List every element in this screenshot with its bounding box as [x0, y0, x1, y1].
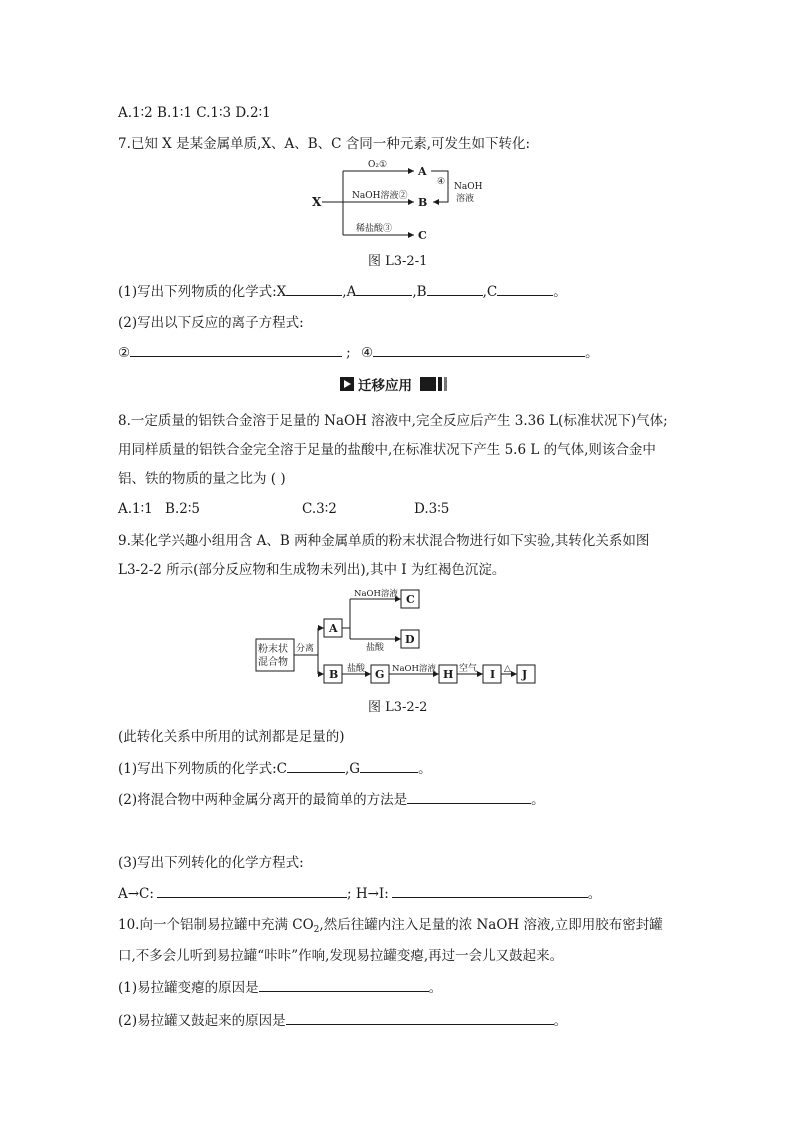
- q8-line1: 8.一定质量的铝铁合金溶于足量的 NaOH 溶液中,完全反应后产生 3.36 L(标准状况下)气体;: [118, 413, 668, 429]
- q9-node-j: J: [522, 668, 528, 681]
- q7-answer-a[interactable]: [356, 283, 412, 296]
- q7-sub1-prefix: (1)写出下列物质的化学式:X: [118, 284, 287, 300]
- section-title: 迁移应用: [358, 378, 412, 394]
- q9-mix-line2: 混合物: [258, 657, 288, 668]
- q7-answer-2[interactable]: [130, 344, 342, 357]
- q8-option-a[interactable]: A.1∶1: [118, 501, 153, 517]
- q9-answer-hi[interactable]: [392, 885, 588, 898]
- q9-node-c: C: [406, 593, 415, 606]
- q7-label-r4-line1: NaOH: [454, 182, 483, 192]
- q7-diagram: [300, 155, 500, 241]
- q8-option-b[interactable]: B.2∶5: [165, 501, 200, 517]
- q9-sub3: (3)写出下列转化的化学方程式:: [118, 855, 304, 871]
- q9-sub1: [118, 760, 432, 778]
- q7-label-r1: O₂①: [368, 160, 388, 170]
- q7-answer-x[interactable]: [286, 283, 342, 296]
- q7-sub2-c2: ②: [118, 345, 131, 361]
- q10-line1-sub: 2: [313, 925, 320, 935]
- q7-sub2-c4: ④: [360, 345, 374, 361]
- q9-sub3-line: [118, 885, 601, 903]
- q9-answer-method[interactable]: [407, 791, 531, 804]
- q10-sub2-end: 。: [553, 1013, 568, 1029]
- q7-label-r2: NaOH溶液②: [352, 191, 408, 201]
- q9-node-g: G: [375, 668, 385, 681]
- q9-sub2-end: 。: [531, 792, 545, 808]
- q10-answer-1[interactable]: [259, 979, 429, 992]
- play-icon: [340, 377, 354, 391]
- q7-label-r3: 稀盐酸③: [356, 224, 393, 234]
- q8-options: [118, 500, 450, 518]
- q9-note: (此转化关系中所用的试剂都是足量的): [118, 729, 345, 745]
- q9-answer-ac[interactable]: [157, 885, 347, 898]
- q7-sub1-b: ,B: [412, 284, 427, 300]
- q10-sub1: [118, 979, 442, 997]
- q9-sub1-prefix: (1)写出下列物质的化学式:C: [118, 761, 288, 777]
- q9-label-sep: 分离: [296, 644, 315, 654]
- q7-node-c: C: [418, 229, 427, 241]
- q9-mix-line1: 粉末状: [258, 644, 288, 655]
- q7-sub1-a: ,A: [342, 284, 357, 300]
- q9-label-heat: △: [504, 664, 511, 674]
- q10-line1: [118, 916, 663, 939]
- q7-node-a: A: [418, 165, 427, 178]
- q9-sub1-end: 。: [418, 761, 432, 777]
- q9-sub2-prefix: (2)将混合物中两种金属分离开的最简单的方法是: [118, 792, 408, 808]
- q9-line2: L3-2-2 所示(部分反应物和生成物未列出),其中 I 为红褐色沉淀。: [118, 562, 506, 578]
- q9-line1: 9.某化学兴趣小组用含 A、B 两种金属单质的粉末状混合物进行如下实验,其转化关系如图: [118, 533, 650, 549]
- q9-answer-c[interactable]: [287, 760, 345, 773]
- q8-line2: 用同样质量的铝铁合金完全溶于足量的盐酸中,在标准状况下产生 5.6 L 的气体,则该合金中: [118, 442, 656, 458]
- q9-label-air: 空气: [459, 664, 478, 674]
- q9-sub2: [118, 791, 545, 809]
- q9-sub3-hi: H→I:: [355, 886, 389, 902]
- q8-option-c[interactable]: C.3∶2: [302, 501, 337, 517]
- q9-answer-g[interactable]: [360, 760, 418, 773]
- q10-sub1-prefix: (1)易拉罐变瘪的原因是: [118, 980, 259, 996]
- q7-answer-4[interactable]: [373, 344, 585, 357]
- q9-sub3-ac: A→C:: [118, 886, 154, 902]
- q10-sub2: [118, 1012, 567, 1030]
- q10-line1-a: 10.向一个铝制易拉罐中充满 CO: [118, 917, 314, 933]
- q7-caption: 图 L3-2-1: [368, 254, 428, 269]
- q7-stem: 7.已知 X 是某金属单质,X、A、B、C 含同一种元素,可发生如下转化:: [118, 136, 531, 152]
- q9-label-hcl1: 盐酸: [366, 643, 385, 653]
- section-bars-decoration: [420, 377, 447, 391]
- q8-option-d[interactable]: D.3∶5: [414, 501, 450, 517]
- q9-sub3-end: 。: [587, 886, 602, 902]
- q8-line3: 铝、铁的物质的量之比为 ( ): [118, 471, 286, 487]
- q7-sub2: (2)写出以下反应的离子方程式:: [118, 315, 304, 331]
- q9-caption: 图 L3-2-2: [368, 700, 428, 715]
- q10-sub2-prefix: (2)易拉罐又鼓起来的原因是: [118, 1013, 286, 1029]
- q7-sub1-c: ,C: [482, 284, 498, 300]
- q9-label-naoh2: NaOH溶液: [392, 664, 436, 674]
- q7-sub2-sep: ;: [346, 345, 351, 361]
- q9-sub1-g: ,G: [345, 761, 361, 777]
- q10-line1-b: ,然后往罐内注入足量的浓 NaOH 溶液,立即用胶布密封罐: [319, 917, 663, 933]
- q7-sub2-end: 。: [585, 345, 599, 361]
- q9-node-i: I: [490, 668, 496, 681]
- q9-node-h: H: [443, 668, 454, 681]
- q7-label-r4: ④: [437, 177, 446, 187]
- q9-node-a: A: [329, 622, 338, 635]
- q7-sub1: [118, 283, 567, 301]
- q7-node-b: B: [418, 196, 428, 209]
- q7-answer-b[interactable]: [427, 283, 483, 296]
- q9-node-d: D: [405, 633, 415, 646]
- q6-options: A.1∶2 B.1∶1 C.1∶3 D.2∶1: [118, 105, 271, 121]
- q7-sub2-line: [118, 344, 599, 362]
- q9-node-b: B: [329, 668, 339, 681]
- q10-line2: 口,不多会儿听到易拉罐“咔咔”作响,发现易拉罐变瘪,再过一会儿又鼓起来。: [118, 948, 564, 964]
- q7-answer-c[interactable]: [497, 283, 553, 296]
- q7-label-r4-line2: 溶液: [456, 194, 475, 204]
- q10-answer-2[interactable]: [286, 1012, 554, 1025]
- q7-sub1-end: 。: [553, 284, 567, 300]
- section-banner: [340, 375, 447, 393]
- q9-label-hcl2: 盐酸: [347, 664, 366, 674]
- q9-diagram: [254, 586, 544, 686]
- q10-sub1-end: 。: [428, 980, 443, 996]
- q9-sub3-sep: ;: [346, 886, 352, 902]
- q7-node-x: X: [312, 195, 322, 209]
- q9-label-naoh1: NaOH溶液: [354, 589, 398, 599]
